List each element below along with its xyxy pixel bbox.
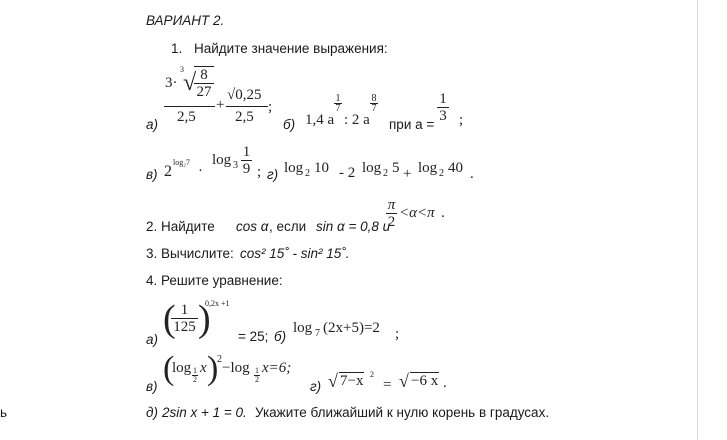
v-frac-den: 9 xyxy=(242,161,251,177)
eq-a-right-paren: ) xyxy=(198,298,211,340)
task3-expression: cos² 15˚ - sin² 15˚. xyxy=(240,246,350,261)
eq-g-equals: = xyxy=(383,377,392,393)
eq-b-label: б) xyxy=(274,329,287,344)
item-g-label: г) xyxy=(267,167,279,182)
eq-b-log: log xyxy=(293,320,313,336)
eq-b-semicolon: ; xyxy=(395,326,400,342)
eq-v-x: x xyxy=(200,360,207,376)
g-dot: . xyxy=(470,166,474,182)
a-main-bar-1 xyxy=(164,106,215,107)
eq-g-root-sign-2: √ xyxy=(399,371,409,391)
g-minus: - 2 xyxy=(339,165,356,181)
eq-v-base2-den: 2 xyxy=(255,375,259,384)
g-log1: log xyxy=(284,160,304,176)
b-exp1 xyxy=(334,94,342,113)
a-den1: 2,5 xyxy=(177,109,196,125)
task1-number: 1. xyxy=(171,41,183,56)
eq-v-label: в) xyxy=(146,379,158,394)
b-value xyxy=(437,91,449,124)
g-log2-arg: 5 xyxy=(392,160,400,176)
eq-a-fraction xyxy=(171,302,198,335)
eq-v-log: log xyxy=(172,360,192,376)
eq-a-exponent: 0,2x +1 xyxy=(205,299,230,308)
task1-text: Найдите значение выражения: xyxy=(194,41,388,56)
b-expr1: 1,4 a xyxy=(305,112,335,128)
task3-prefix: 3. Вычислите: xyxy=(146,246,234,261)
b-exp1-num: 1 xyxy=(335,93,341,104)
g-log3: log xyxy=(418,160,438,176)
v-frac-num: 1 xyxy=(242,144,251,160)
g-log1-arg: 10 xyxy=(314,160,329,176)
item-a-label: а) xyxy=(146,117,159,132)
g-log3-arg: 40 xyxy=(448,160,463,176)
item-v-label: в) xyxy=(146,167,158,182)
v-exponent: log₂7 xyxy=(173,158,191,167)
eq-v-square: 2 xyxy=(217,354,222,365)
eq-v-base xyxy=(192,367,198,384)
eq-v-base-den: 2 xyxy=(193,375,197,384)
a-root-index: 3 xyxy=(180,65,184,74)
v-fraction xyxy=(241,144,252,177)
eq-a-num: 1 xyxy=(180,302,189,318)
task2-cos: cos α xyxy=(236,219,269,234)
a-inner-fraction xyxy=(194,66,214,100)
a-root-sign: √ xyxy=(183,70,197,96)
eq-v-base2-num: 1 xyxy=(255,366,259,375)
eq-a-label: а) xyxy=(146,332,159,347)
a-inner-den: 27 xyxy=(196,84,212,100)
v-semicolon: ; xyxy=(257,164,262,180)
a-main-bar-2 xyxy=(226,106,268,107)
item-b-label: б) xyxy=(283,117,296,132)
a-plus: + xyxy=(216,97,225,113)
b-colon: : 2 a xyxy=(344,112,370,128)
b-exp2 xyxy=(370,94,378,113)
eq-d-label: д) xyxy=(146,405,158,420)
eq-a-rhs: = 25; xyxy=(238,329,269,344)
b-value-num: 1 xyxy=(439,91,447,107)
g-log2-base: 2 xyxy=(383,168,388,179)
task2-pi: π xyxy=(387,197,396,213)
variant-title: ВАРИАНТ 2. xyxy=(146,13,225,28)
eq-v-rest: x=6; xyxy=(262,360,292,376)
v-log-base: 3 xyxy=(233,160,238,171)
eq-d-text: Укажите ближайший к нулю корень в градусах. xyxy=(255,405,550,420)
task2-mid: , если xyxy=(269,219,307,234)
v-log: log xyxy=(212,152,232,168)
eq-b-arg: (2x+5)=2 xyxy=(323,320,380,336)
b-exp2-den: 7 xyxy=(371,103,377,114)
a-sqrt: √0,25 xyxy=(227,87,262,103)
task4-text: 4. Решите уравнение: xyxy=(146,273,283,288)
eq-g-lhs: 7−x xyxy=(340,373,364,389)
task2-dot: . xyxy=(441,205,445,221)
eq-v-minus-log: −log xyxy=(222,360,250,376)
eq-g-rhs: −6 x xyxy=(411,373,439,389)
v-base: 2 xyxy=(164,163,172,180)
task2-inequality: <α<π xyxy=(399,205,435,221)
eq-v-base2 xyxy=(254,367,260,384)
g-log3-base: 2 xyxy=(439,168,444,179)
a-coef: 3· xyxy=(165,75,178,91)
task2-two: 2 xyxy=(387,214,396,230)
v-dot: · xyxy=(198,163,203,179)
eq-v-right-paren: ) xyxy=(207,350,219,387)
a-den2: 2,5 xyxy=(235,109,254,125)
g-log2: log xyxy=(362,160,382,176)
eq-g-square: 2 xyxy=(370,370,374,379)
g-plus: + xyxy=(403,166,412,182)
a-semicolon: ; xyxy=(268,99,273,115)
page-edge xyxy=(697,0,698,440)
eq-g-label: г) xyxy=(310,379,322,394)
task2-pi-over-2 xyxy=(386,197,397,230)
b-condition: при a = xyxy=(389,117,435,132)
eq-g-root-sign: √ xyxy=(328,371,338,391)
eq-v-left-paren: ( xyxy=(163,350,175,387)
task2-sin: sin α = 0,8 и xyxy=(316,219,391,234)
b-exp1-den: 7 xyxy=(335,103,341,114)
eq-b-base: 7 xyxy=(315,328,320,339)
eq-v-base-num: 1 xyxy=(193,366,197,375)
eq-d-expression: 2sin x + 1 = 0. xyxy=(162,405,247,420)
eq-a-den: 125 xyxy=(173,319,196,335)
eq-g-dot: . xyxy=(443,375,447,391)
eq-a-left-paren: ( xyxy=(163,298,176,340)
task2-prefix: 2. Найдите xyxy=(146,219,215,234)
g-log1-base: 2 xyxy=(305,168,310,179)
b-value-den: 3 xyxy=(439,108,447,124)
margin-mark: ь xyxy=(0,405,8,420)
b-semicolon: ; xyxy=(459,112,464,128)
a-inner-num: 8 xyxy=(200,67,208,83)
b-exp2-num: 8 xyxy=(371,93,377,104)
